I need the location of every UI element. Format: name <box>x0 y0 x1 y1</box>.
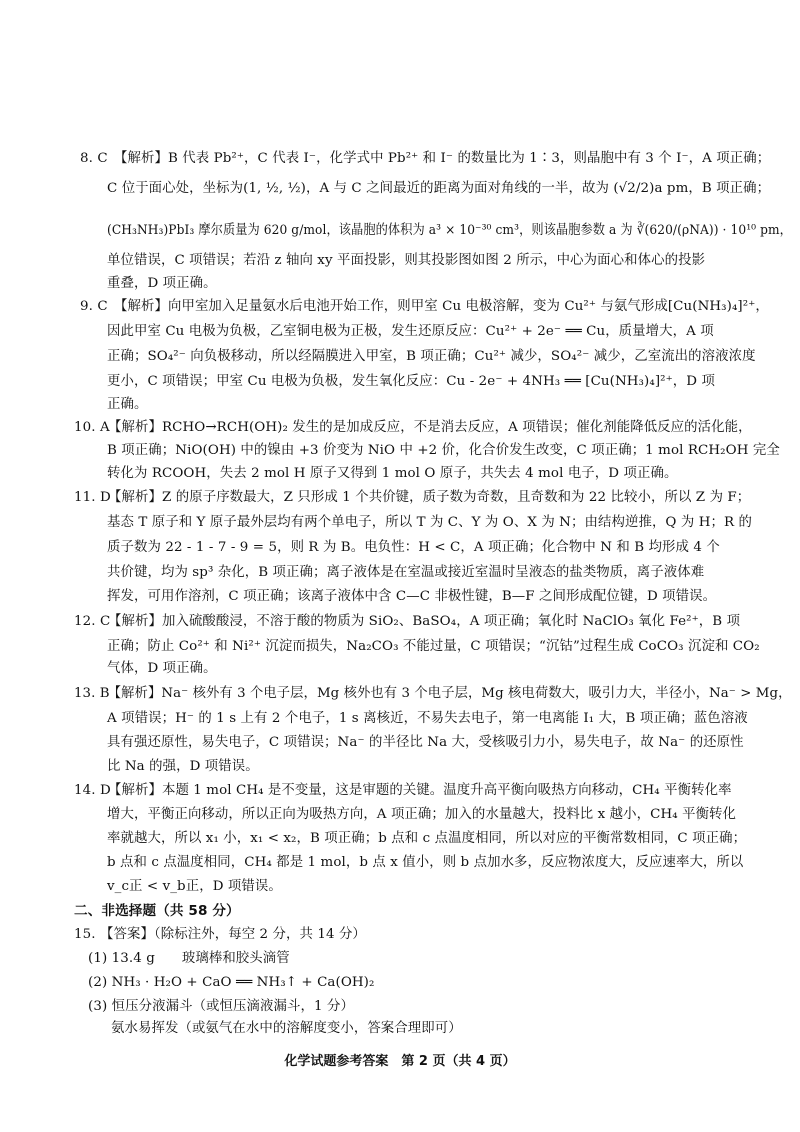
q15-answer-1: (1) 13.4 g 玻璃棒和胶头滴管 <box>88 951 290 966</box>
q12-line-2: 正确；防止 Co²⁺ 和 Ni²⁺ 沉淀而损失，Na₂CO₃ 不能过量，C 项错误；“沉钴”过程生成 CoCO₃ 沉淀和 CO₂ <box>107 639 760 654</box>
q9-line-1: 9. C 【解析】向甲室加入足量氨水后电池开始工作，则甲室 Cu 电极溶解，变为 Cu²⁺ 与氨气形成[Cu(NH₃)₄]²⁺， <box>80 299 769 314</box>
q9-number: 9. C <box>80 299 108 314</box>
q13-line-3: 具有强还原性，易失电子，C 项错误；Na⁻ 的半径比 Na 大，受核吸引力小，易失电子，故 Na⁻ 的还原性 <box>107 735 744 750</box>
section-heading: 二、非选择题（共 58 分） <box>74 903 240 919</box>
q10-line-3: 转化为 RCOOH，失去 2 mol H 原子又得到 1 mol O 原子，共失去 4 mol 电子，D 项正确。 <box>107 466 678 481</box>
q11-line-3: 质子数为 22 - 1 - 7 - 9 = 5，则 R 为 B。电负性：H < C，A 项正确；化合物中 N 和 B 均形成 4 个 <box>107 540 720 555</box>
q11-number: 11. D <box>74 490 111 505</box>
q11-line-5: 挥发，可用作溶剂，C 项正确；该离子液体中含 C—C 非极性键，B—F 之间形成配位键，D 项错误。 <box>107 589 717 604</box>
q8-number: 8. C <box>80 151 108 166</box>
q9-line-4: 更小，C 项错误；甲室 Cu 电极为负极，发生氧化反应：Cu - 2e⁻ + 4NH₃ ══ [Cu(NH₃)₄]²⁺，D 项 <box>107 374 715 389</box>
q11-line-2: 基态 T 原子和 Y 原子最外层均有两个单电子，所以 T 为 C、Y 为 O、X 为 N；由结构逆推，Q 为 H；R 的 <box>107 515 753 530</box>
q14-line-3: 率就越大，所以 x₁ 小，x₁ < x₂，B 项正确；b 点和 c 点温度相同，所以对应的平衡常数相同，C 项正确； <box>107 831 747 846</box>
q10-line-2: B 项正确；NiO(OH) 中的镍由 +3 价变为 NiO 中 +2 价，化合价发生改变，C 项正确；1 mol RCH₂OH 完全 <box>107 443 780 458</box>
q12-line-1: 12. C【解析】加入硫酸酸浸，不溶于酸的物质为 SiO₂、BaSO₄，A 项正确；氧化时 NaClO₃ 氧化 Fe²⁺，B 项 <box>74 614 741 629</box>
q15-answer-3: (3) 恒压分液漏斗（或恒压滴液漏斗，1 分） <box>88 999 354 1014</box>
q8-line-5: 重叠，D 项正确。 <box>107 276 217 291</box>
q13-line-2: A 项错误；H⁻ 的 1 s 上有 2 个电子，1 s 离核近，不易失去电子，第一电离能 I₁ 大，B 项正确；蓝色溶液 <box>107 711 748 726</box>
q14-line-1: 14. D【解析】本题 1 mol CH₄ 是不变量，这是审题的关键。温度升高平衡向吸热方向移动，CH₄ 平衡转化率 <box>74 783 732 798</box>
q13-number: 13. B <box>74 686 110 701</box>
q10-number: 10. A <box>74 420 110 435</box>
q14-line-4: b 点和 c 点温度相同，CH₄ 都是 1 mol，b 点 x 值小，则 b 点加水多，反应物浓度大，反应速率大，所以 <box>107 855 744 870</box>
q9-line-3: 正确；SO₄²⁻ 向负极移动，所以经隔膜进入甲室，B 项正确；Cu²⁺ 减少，SO₄²⁻ 减少，乙室流出的溶液浓度 <box>107 349 756 364</box>
q14-number: 14. D <box>74 783 111 798</box>
q12-line-3: 气体，D 项正确。 <box>107 661 217 676</box>
q11-line-1: 11. D【解析】Z 的原子序数最大，Z 只形成 1 个共价键，质子数为奇数，且奇数和为 22 比较小，所以 Z 为 F； <box>74 490 751 505</box>
q14-line-2: 增大，平衡正向移动，所以正向为吸热方向，A 项正确；加入的水量越大，投料比 x 越小，CH₄ 平衡转化 <box>107 807 737 822</box>
q9-line-5: 正确。 <box>107 397 148 412</box>
q8-line-3: (CH₃NH₃)PbI₃ 摩尔质量为 620 g/mol，该晶胞的体积为 a³ × 10⁻³⁰ cm³，则该晶胞参数 a 为 ∛(620/(ρNA)) · 10¹⁰ pm， <box>107 223 792 238</box>
q15-number: 15. <box>74 927 96 942</box>
q12-number: 12. C <box>74 614 111 629</box>
q13-line-4: 比 Na 的强，D 项错误。 <box>107 759 259 774</box>
q15-answer-2: (2) NH₃ · H₂O + CaO ══ NH₃↑ + Ca(OH)₂ <box>88 975 375 990</box>
q13-line-1: 13. B【解析】Na⁻ 核外有 3 个电子层，Mg 核外也有 3 个电子层，Mg 核电荷数大，吸引力大，半径小，Na⁻ > Mg， <box>74 686 792 701</box>
q8-line-4: 单位错误，C 项错误；若沿 z 轴向 xy 平面投影，则其投影图如图 2 所示，中心为面心和体心的投影 <box>107 253 706 268</box>
q14-line-5: v_c正 < v_b正，D 项错误。 <box>107 879 282 894</box>
q8-line-1: 8. C 【解析】B 代表 Pb²⁺，C 代表 I⁻，化学式中 Pb²⁺ 和 I⁻ 的数量比为 1∶3，则晶胞中有 3 个 I⁻，A 项正确； <box>80 151 771 166</box>
q9-line-2: 因此甲室 Cu 电极为负极，乙室铜电极为正极，发生还原反应：Cu²⁺ + 2e⁻ ══ Cu，质量增大，A 项 <box>107 324 714 339</box>
q8-line-2: C 位于面心处，坐标为(1, ½, ½)，A 与 C 之间最近的距离为面对角线的一半，故为 (√2/2)a pm，B 项正确； <box>107 181 771 196</box>
q15-answer-4: 氨水易挥发（或氨气在水中的溶解度变小，答案合理即可） <box>111 1021 462 1036</box>
q11-line-4: 共价键，均为 sp³ 杂化，B 项正确；离子液体是在室温或接近室温时呈液态的盐类物质，离子液体难 <box>107 565 705 580</box>
q15-line-1: 15. 【答案】（除标注外，每空 2 分，共 14 分） <box>74 927 366 942</box>
q10-line-1: 10. A【解析】RCHO→RCH(OH)₂ 发生的是加成反应，不是消去反应，A 项错误；催化剂能降低反应的活化能， <box>74 420 752 435</box>
page-footer: 化学试题参考答案 第 2 页（共 4 页） <box>284 1054 516 1069</box>
